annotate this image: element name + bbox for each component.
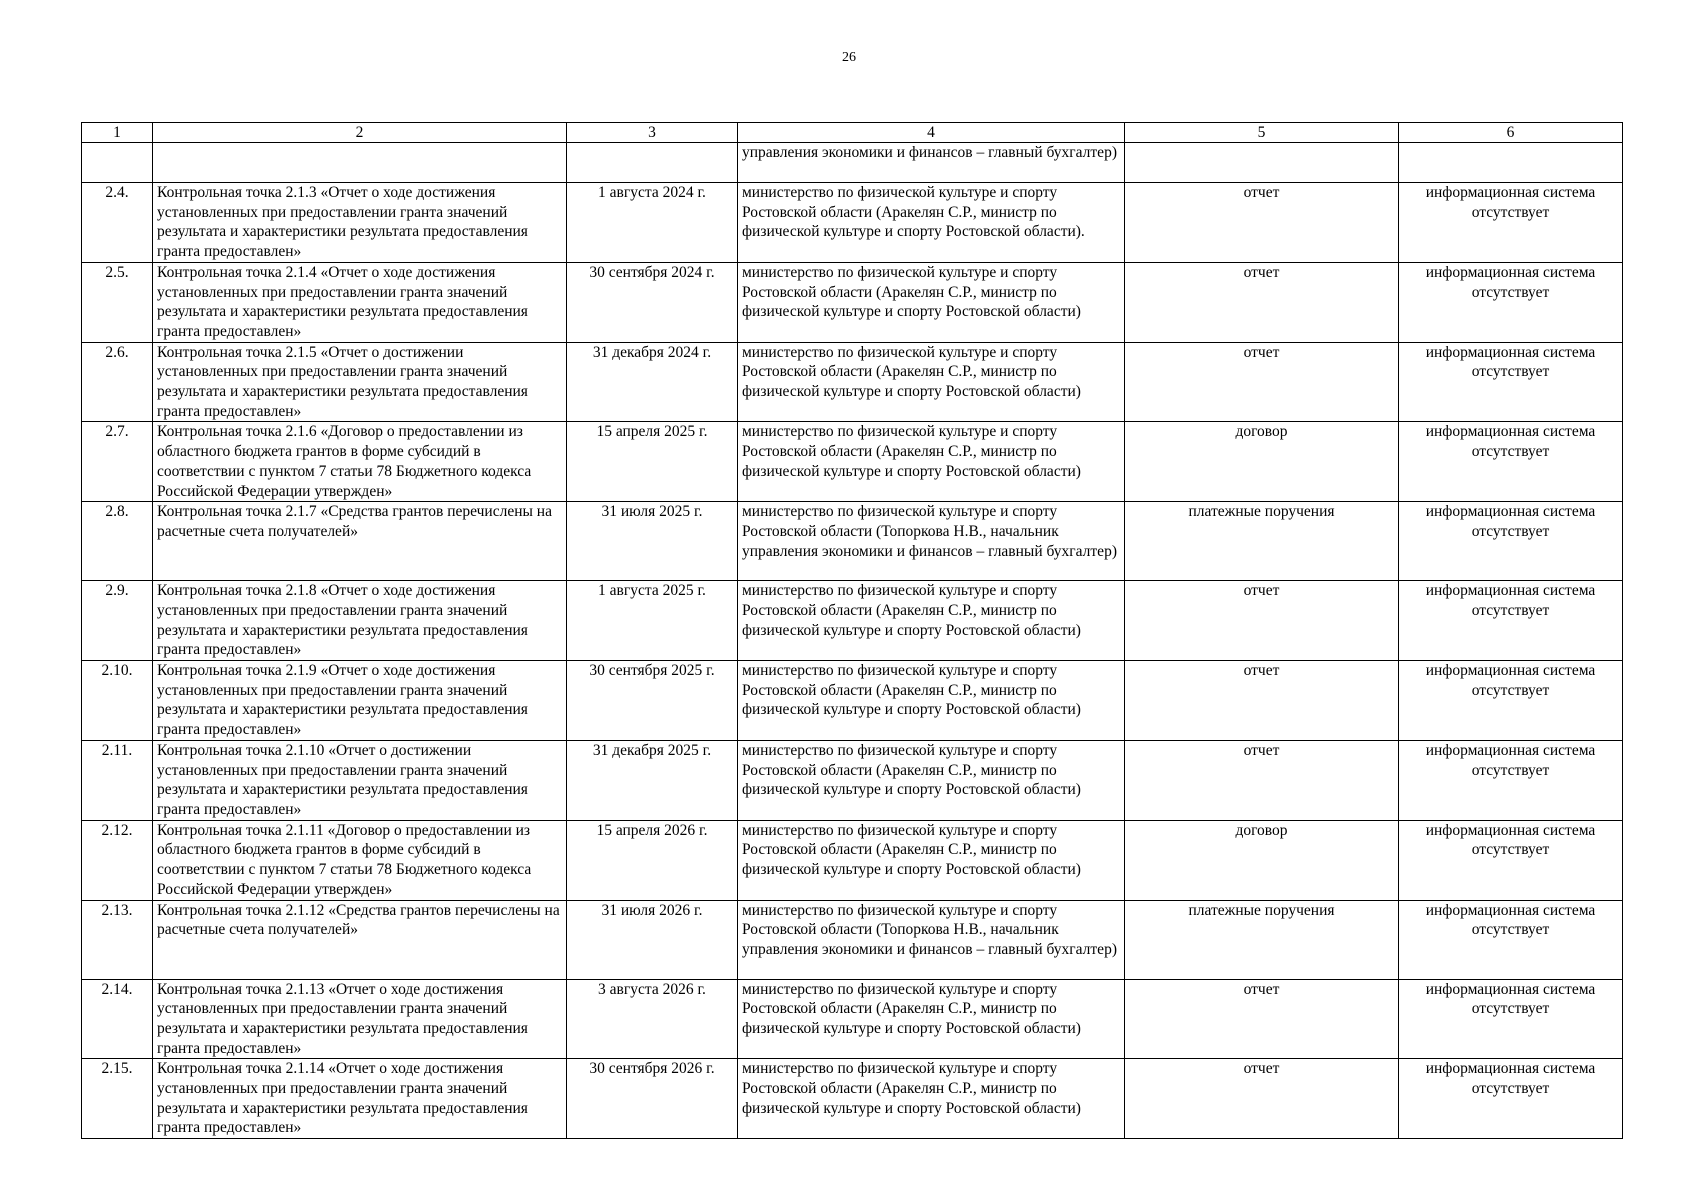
cell-date: 3 августа 2026 г. — [567, 979, 738, 1059]
cell-document: договор — [1125, 820, 1399, 900]
cell-date: 31 декабря 2024 г. — [567, 342, 738, 422]
header-col-1: 1 — [82, 123, 153, 143]
cell-system: информационная система отсутствует — [1399, 979, 1623, 1059]
cell-system: информационная система отсутствует — [1399, 262, 1623, 342]
cell-name — [153, 143, 567, 183]
cell-date: 31 декабря 2025 г. — [567, 740, 738, 820]
cell-name: Контрольная точка 2.1.3 «Отчет о ходе достижения установленных при предоставлении гранта значений результата и характеристики результата предоставления гранта предоставлен» — [153, 183, 567, 263]
cell-num: 2.6. — [82, 342, 153, 422]
cell-system: информационная система отсутствует — [1399, 342, 1623, 422]
cell-system: информационная система отсутствует — [1399, 740, 1623, 820]
cell-date: 30 сентября 2024 г. — [567, 262, 738, 342]
cell-num: 2.14. — [82, 979, 153, 1059]
cell-document: отчет — [1125, 740, 1399, 820]
cell-num: 2.4. — [82, 183, 153, 263]
cell-date: 1 августа 2024 г. — [567, 183, 738, 263]
cell-name: Контрольная точка 2.1.10 «Отчет о достижении установленных при предоставлении гранта значений результата и характеристики результата предоставления гранта предоставлен» — [153, 740, 567, 820]
cell-name: Контрольная точка 2.1.5 «Отчет о достижении установленных при предоставлении гранта значений результата и характеристики результата предоставления гранта предоставлен» — [153, 342, 567, 422]
cell-num: 2.5. — [82, 262, 153, 342]
table-row — [82, 979, 1623, 1059]
cell-document: платежные поручения — [1125, 502, 1399, 581]
cell-document: отчет — [1125, 979, 1399, 1059]
cell-system: информационная система отсутствует — [1399, 820, 1623, 900]
cell-responsible: министерство по физической культуре и спорту Ростовской области (Аракелян С.Р., министр по физической культуре и спорту Ростовской области) — [738, 422, 1125, 502]
cell-num: 2.11. — [82, 740, 153, 820]
header-col-6: 6 — [1399, 123, 1623, 143]
cell-name: Контрольная точка 2.1.12 «Средства грантов перечислены на расчетные счета получателей» — [153, 900, 567, 979]
cell-document: отчет — [1125, 581, 1399, 661]
cell-num: 2.7. — [82, 422, 153, 502]
cell-date: 30 сентября 2025 г. — [567, 661, 738, 741]
table-row-continuation — [82, 143, 1623, 183]
cell-num: 2.9. — [82, 581, 153, 661]
header-col-3: 3 — [567, 123, 738, 143]
cell-system: информационная система отсутствует — [1399, 581, 1623, 661]
cell-document: договор — [1125, 422, 1399, 502]
table-row — [82, 740, 1623, 820]
table-row — [82, 342, 1623, 422]
cell-name: Контрольная точка 2.1.7 «Средства грантов перечислены на расчетные счета получателей» — [153, 502, 567, 581]
table-row — [82, 661, 1623, 741]
cell-num: 2.15. — [82, 1059, 153, 1139]
cell-name: Контрольная точка 2.1.9 «Отчет о ходе достижения установленных при предоставлении гранта значений результата и характеристики результата предоставления гранта предоставлен» — [153, 661, 567, 741]
table-row — [82, 502, 1623, 581]
cell-responsible: министерство по физической культуре и спорту Ростовской области (Аракелян С.Р., министр по физической культуре и спорту Ростовской области) — [738, 1059, 1125, 1139]
table-row — [82, 900, 1623, 979]
cell-document: отчет — [1125, 262, 1399, 342]
page-number: 26 — [842, 50, 856, 65]
cell-responsible: министерство по физической культуре и спорту Ростовской области (Аракелян С.Р., министр по физической культуре и спорту Ростовской области) — [738, 661, 1125, 741]
cell-name: Контрольная точка 2.1.6 «Договор о предоставлении из областного бюджета грантов в форме субсидий в соответствии с пунктом 7 статьи 78 Бюджетного кодекса Российской Федерации утвержден» — [153, 422, 567, 502]
cell-system: информационная система отсутствует — [1399, 661, 1623, 741]
cell-document: платежные поручения — [1125, 900, 1399, 979]
cell-name: Контрольная точка 2.1.14 «Отчет о ходе достижения установленных при предоставлении гранта значений результата и характеристики результата предоставления гранта предоставлен» — [153, 1059, 567, 1139]
cell-system: информационная система отсутствует — [1399, 183, 1623, 263]
cell-document: отчет — [1125, 342, 1399, 422]
cell-responsible: министерство по физической культуре и спорту Ростовской области (Аракелян С.Р., министр по физической культуре и спорту Ростовской области) — [738, 262, 1125, 342]
cell-responsible: министерство по физической культуре и спорту Ростовской области (Аракелян С.Р., министр по физической культуре и спорту Ростовской области) — [738, 740, 1125, 820]
table-row — [82, 820, 1623, 900]
header-col-5: 5 — [1125, 123, 1399, 143]
cell-document: отчет — [1125, 661, 1399, 741]
cell-system: информационная система отсутствует — [1399, 900, 1623, 979]
cell-date: 1 августа 2025 г. — [567, 581, 738, 661]
cell-responsible: министерство по физической культуре и спорту Ростовской области (Аракелян С.Р., министр по физической культуре и спорту Ростовской области) — [738, 581, 1125, 661]
cell-responsible: управления экономики и финансов – главный бухгалтер) — [738, 143, 1125, 183]
table-body — [82, 143, 1623, 1139]
cell-num: 2.10. — [82, 661, 153, 741]
table-row — [82, 183, 1623, 263]
cell-num: 2.13. — [82, 900, 153, 979]
table-row — [82, 262, 1623, 342]
cell-system: информационная система отсутствует — [1399, 1059, 1623, 1139]
table-header-row — [82, 123, 1623, 143]
cell-system — [1399, 143, 1623, 183]
cell-document — [1125, 143, 1399, 183]
cell-name: Контрольная точка 2.1.8 «Отчет о ходе достижения установленных при предоставлении гранта значений результата и характеристики результата предоставления гранта предоставлен» — [153, 581, 567, 661]
cell-responsible: министерство по физической культуре и спорту Ростовской области (Аракелян С.Р., министр по физической культуре и спорту Ростовской области). — [738, 183, 1125, 263]
cell-name: Контрольная точка 2.1.13 «Отчет о ходе достижения установленных при предоставлении гранта значений результата и характеристики результата предоставления гранта предоставлен» — [153, 979, 567, 1059]
cell-num: 2.12. — [82, 820, 153, 900]
cell-date: 31 июля 2025 г. — [567, 502, 738, 581]
cell-name: Контрольная точка 2.1.4 «Отчет о ходе достижения установленных при предоставлении гранта значений результата и характеристики результата предоставления гранта предоставлен» — [153, 262, 567, 342]
cell-date — [567, 143, 738, 183]
cell-system: информационная система отсутствует — [1399, 502, 1623, 581]
cell-num: 2.8. — [82, 502, 153, 581]
cell-date: 15 апреля 2026 г. — [567, 820, 738, 900]
table-row — [82, 422, 1623, 502]
cell-responsible: министерство по физической культуре и спорту Ростовской области (Аракелян С.Р., министр по физической культуре и спорту Ростовской области) — [738, 979, 1125, 1059]
cell-document: отчет — [1125, 183, 1399, 263]
cell-system: информационная система отсутствует — [1399, 422, 1623, 502]
cell-num — [82, 143, 153, 183]
table-row — [82, 1059, 1623, 1139]
header-col-4: 4 — [738, 123, 1125, 143]
cell-date: 30 сентября 2026 г. — [567, 1059, 738, 1139]
cell-date: 31 июля 2026 г. — [567, 900, 738, 979]
cell-name: Контрольная точка 2.1.11 «Договор о предоставлении из областного бюджета грантов в форме субсидий в соответствии с пунктом 7 статьи 78 Бюджетного кодекса Российской Федерации утвержден» — [153, 820, 567, 900]
cell-responsible: министерство по физической культуре и спорту Ростовской области (Аракелян С.Р., министр по физической культуре и спорту Ростовской области) — [738, 820, 1125, 900]
cell-document: отчет — [1125, 1059, 1399, 1139]
cell-responsible: министерство по физической культуре и спорту Ростовской области (Топоркова Н.В., начальник управления экономики и финансов – главный бухгалтер) — [738, 900, 1125, 979]
cell-responsible: министерство по физической культуре и спорту Ростовской области (Аракелян С.Р., министр по физической культуре и спорту Ростовской области) — [738, 342, 1125, 422]
table-row — [82, 581, 1623, 661]
control-points-table — [81, 122, 1623, 1139]
cell-date: 15 апреля 2025 г. — [567, 422, 738, 502]
header-col-2: 2 — [153, 123, 567, 143]
cell-responsible: министерство по физической культуре и спорту Ростовской области (Топоркова Н.В., начальник управления экономики и финансов – главный бухгалтер) — [738, 502, 1125, 581]
